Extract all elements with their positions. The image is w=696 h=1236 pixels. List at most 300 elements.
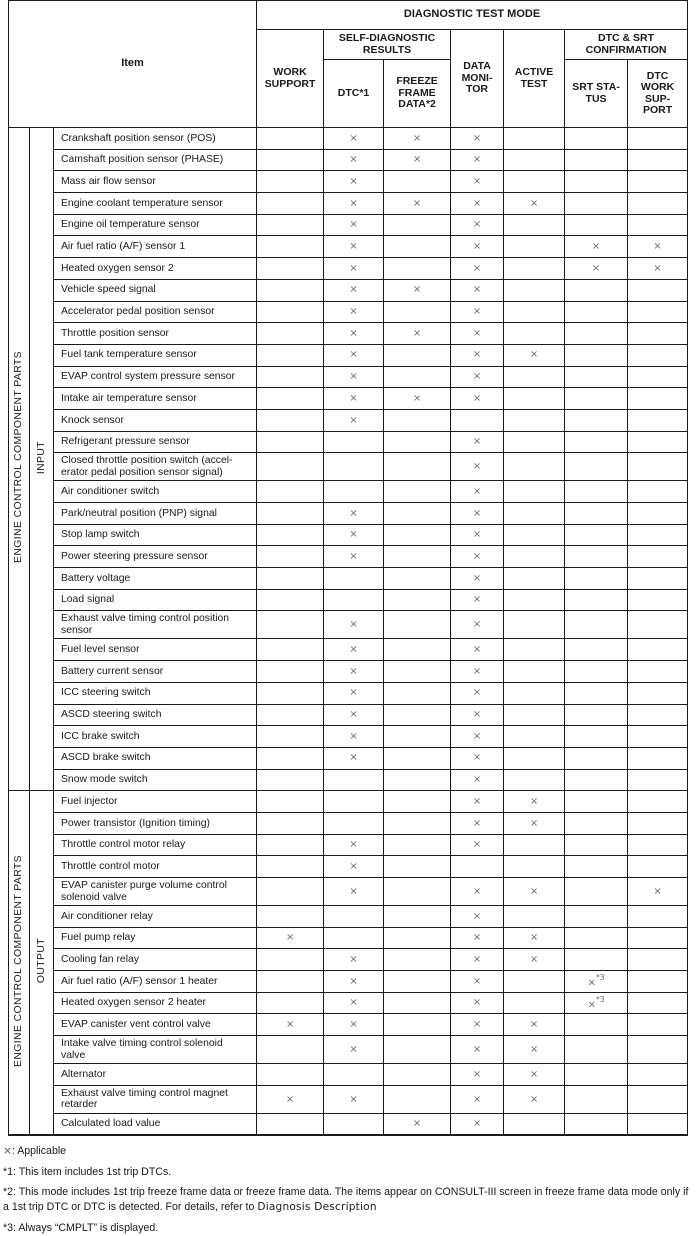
item-cell: Engine oil temperature sensor — [54, 214, 257, 236]
applicable-mark-cell: × — [384, 149, 451, 171]
table-row — [9, 906, 688, 928]
mark-cell-empty — [628, 992, 688, 1014]
mark-cell-empty — [628, 589, 688, 611]
mark-cell-empty — [565, 791, 628, 813]
mark-cell-empty — [384, 366, 451, 388]
mark-cell-empty — [257, 878, 324, 906]
col-header-self-diagnostic-results: SELF-DIAGNOSTIC RESULTS — [324, 30, 451, 60]
footnote-applicable — [3, 1144, 693, 1159]
mark-cell-empty — [628, 726, 688, 748]
mark-cell-empty — [384, 927, 451, 949]
applicable-mark-cell: × — [504, 791, 565, 813]
mark-cell-empty — [257, 747, 324, 769]
mark-cell-empty — [384, 682, 451, 704]
mark-cell-empty — [384, 344, 451, 366]
table-row — [9, 431, 688, 453]
mark-cell-empty — [384, 214, 451, 236]
item-cell: Battery current sensor — [54, 661, 257, 683]
applicable-mark-cell: × — [324, 388, 384, 410]
table-row — [9, 149, 688, 171]
mark-cell-empty — [384, 639, 451, 661]
item-cell: Calculated load value — [54, 1113, 257, 1135]
mark-cell-empty — [257, 661, 324, 683]
table-row — [9, 639, 688, 661]
item-cell: Stop lamp switch — [54, 524, 257, 546]
applicable-mark-cell: × — [451, 1064, 504, 1086]
io-label-cell-input: INPUT — [30, 128, 54, 791]
mark-cell-empty — [565, 301, 628, 323]
mark-cell-empty — [504, 906, 565, 928]
mark-cell-empty — [257, 704, 324, 726]
applicable-mark-cell: × — [324, 747, 384, 769]
applicable-mark-cell: × — [384, 388, 451, 410]
table-row — [9, 1085, 688, 1113]
table-row — [9, 453, 688, 481]
mark-cell-empty — [628, 971, 688, 993]
mark-cell-empty — [257, 906, 324, 928]
mark-cell-empty — [257, 453, 324, 481]
mark-cell-empty — [565, 704, 628, 726]
table-row — [9, 834, 688, 856]
col-header-diagnostic-test-mode: DIAGNOSTIC TEST MODE — [257, 1, 688, 30]
mark-cell-empty — [257, 1064, 324, 1086]
applicable-mark-cell: × — [451, 927, 504, 949]
mark-cell-empty — [324, 453, 384, 481]
mark-cell-empty — [257, 214, 324, 236]
footnotes — [3, 1144, 693, 1236]
io-label-cell-output: OUTPUT — [30, 791, 54, 1135]
applicable-mark-cell: × — [565, 258, 628, 280]
mark-cell-empty — [384, 1014, 451, 1036]
col-header-dtc-work-support: DTC WORK SUP- PORT — [628, 60, 688, 128]
mark-cell-empty — [565, 856, 628, 878]
mark-cell-empty — [628, 323, 688, 345]
mark-cell-empty — [504, 431, 565, 453]
applicable-mark-cell: × — [324, 171, 384, 193]
applicable-mark-cell: × — [324, 726, 384, 748]
mark-cell-empty — [565, 1014, 628, 1036]
applicable-mark-cell: × — [324, 279, 384, 301]
applicable-mark-cell: × — [324, 503, 384, 525]
applicable-mark-cell: × — [324, 236, 384, 258]
mark-cell-empty — [565, 769, 628, 791]
table-row — [9, 1064, 688, 1086]
col-header-srt-status: SRT STA- TUS — [565, 60, 628, 128]
applicable-mark-cell: × — [504, 927, 565, 949]
item-cell: Alternator — [54, 1064, 257, 1086]
mark-cell-empty — [565, 193, 628, 215]
applicable-mark-cell: × — [565, 236, 628, 258]
applicable-mark-cell: × — [451, 344, 504, 366]
item-cell: Intake air temperature sensor — [54, 388, 257, 410]
footnote-2-text: *2: This mode includes 1st trip freeze frame data or freeze frame data. The items appear on CONSULT-III screen in freeze frame data mode only if a 1st trip DTC or DTC is detected. For details, refer to — [3, 1186, 689, 1213]
table-row — [9, 1113, 688, 1135]
mark-cell-empty — [628, 812, 688, 834]
mark-cell-empty — [628, 1036, 688, 1064]
mark-cell-empty — [504, 661, 565, 683]
mark-cell-empty — [257, 769, 324, 791]
item-cell: Air fuel ratio (A/F) sensor 1 heater — [54, 971, 257, 993]
item-cell: Snow mode switch — [54, 769, 257, 791]
applicable-mark-cell: × — [257, 1085, 324, 1113]
mark-cell-empty — [565, 812, 628, 834]
applicable-mark-cell: × — [628, 236, 688, 258]
mark-cell-empty — [504, 171, 565, 193]
mark-cell-empty — [628, 704, 688, 726]
mark-cell-empty — [504, 682, 565, 704]
applicable-mark-cell: × — [451, 992, 504, 1014]
item-cell: Battery voltage — [54, 568, 257, 590]
applicable-mark-cell: × — [324, 193, 384, 215]
table-row — [9, 971, 688, 993]
applicable-mark-cell: × — [451, 589, 504, 611]
applicable-mark-cell: × — [451, 747, 504, 769]
applicable-mark-cell: × — [324, 856, 384, 878]
table-row — [9, 927, 688, 949]
mark-cell-empty — [257, 834, 324, 856]
mark-cell-empty — [504, 971, 565, 993]
mark-cell-empty — [384, 611, 451, 639]
table-row — [9, 344, 688, 366]
mark-cell-empty — [565, 149, 628, 171]
table-row — [9, 661, 688, 683]
group-label-cell: ENGINE CONTROL COMPONENT PARTS — [9, 128, 30, 791]
table-row — [9, 214, 688, 236]
table-row — [9, 546, 688, 568]
mark-cell-empty — [504, 524, 565, 546]
item-cell: ICC steering switch — [54, 682, 257, 704]
applicable-text: : Applicable — [11, 1145, 67, 1157]
applicable-mark-cell: × — [451, 1085, 504, 1113]
mark-cell-empty — [565, 568, 628, 590]
mark-cell-empty — [504, 1113, 565, 1135]
mark-cell-empty — [628, 769, 688, 791]
mark-cell-empty — [504, 726, 565, 748]
mark-cell-empty — [565, 682, 628, 704]
mark-cell-empty — [384, 236, 451, 258]
mark-cell-empty — [628, 568, 688, 590]
mark-cell-empty — [565, 323, 628, 345]
table-row — [9, 1014, 688, 1036]
mark-cell-empty — [257, 431, 324, 453]
mark-cell-empty — [384, 726, 451, 748]
applicable-mark-cell: × — [504, 878, 565, 906]
table-row — [9, 589, 688, 611]
applicable-mark-cell: × — [451, 279, 504, 301]
mark-cell-empty — [565, 1113, 628, 1135]
mark-cell-empty — [384, 834, 451, 856]
mark-cell-empty — [504, 366, 565, 388]
mark-cell-empty — [565, 1085, 628, 1113]
applicable-mark-cell: × — [384, 1113, 451, 1135]
applicable-mark-cell: × — [451, 171, 504, 193]
item-cell: Closed throttle position switch (accel- erator pedal position sensor signal) — [54, 453, 257, 481]
mark-cell-empty — [384, 1036, 451, 1064]
applicable-mark-cell: × — [451, 834, 504, 856]
applicable-mark-cell: × — [504, 1014, 565, 1036]
mark-cell-empty — [324, 812, 384, 834]
applicable-mark-cell: × — [451, 878, 504, 906]
table-row — [9, 388, 688, 410]
mark-cell-empty — [628, 791, 688, 813]
mark-cell-empty — [565, 214, 628, 236]
table-row — [9, 812, 688, 834]
applicable-mark-cell: × — [628, 258, 688, 280]
mark-cell-empty — [384, 812, 451, 834]
table-row — [9, 409, 688, 431]
applicable-mark-cell: × — [451, 149, 504, 171]
item-cell: Air conditioner relay — [54, 906, 257, 928]
mark-cell-empty — [324, 568, 384, 590]
mark-cell-empty — [384, 1085, 451, 1113]
mark-cell-empty — [257, 301, 324, 323]
applicable-mark-cell: × — [451, 812, 504, 834]
mark-cell-empty — [565, 431, 628, 453]
mark-cell-empty — [257, 546, 324, 568]
mark-cell-empty — [257, 128, 324, 150]
mark-cell-empty — [257, 726, 324, 748]
applicable-mark-cell: × — [324, 301, 384, 323]
item-cell: Heated oxygen sensor 2 heater — [54, 992, 257, 1014]
mark-cell-empty — [384, 661, 451, 683]
mark-cell-empty — [504, 747, 565, 769]
applicable-mark-cell: × — [451, 481, 504, 503]
mark-cell-empty — [451, 409, 504, 431]
applicable-mark-cell: × — [451, 1014, 504, 1036]
mark-cell-empty — [504, 236, 565, 258]
mark-cell-empty — [257, 682, 324, 704]
applicable-mark-cell: × — [384, 279, 451, 301]
mark-cell-empty — [257, 258, 324, 280]
item-cell: Knock sensor — [54, 409, 257, 431]
diagnostic-test-mode-table — [8, 0, 688, 1136]
applicable-mark-cell: × — [628, 878, 688, 906]
mark-cell-empty — [565, 589, 628, 611]
item-cell: EVAP canister vent control valve — [54, 1014, 257, 1036]
applicable-mark: × — [3, 1145, 12, 1157]
mark-cell-empty — [384, 301, 451, 323]
mark-cell-empty — [565, 639, 628, 661]
table-row — [9, 791, 688, 813]
mark-cell-empty — [257, 193, 324, 215]
applicable-mark-cell: × — [257, 927, 324, 949]
applicable-mark-cell: × — [451, 431, 504, 453]
table-row — [9, 524, 688, 546]
mark-cell-empty — [565, 344, 628, 366]
mark-cell-empty — [628, 431, 688, 453]
applicable-mark-cell: × — [451, 258, 504, 280]
diagnosis-description-link[interactable]: Diagnosis Description — [257, 1201, 377, 1213]
mark-cell-empty — [628, 856, 688, 878]
mark-cell-empty — [504, 149, 565, 171]
mark-cell-empty — [384, 524, 451, 546]
applicable-mark-cell: × — [504, 812, 565, 834]
item-cell: EVAP canister purge volume control solenoid valve — [54, 878, 257, 906]
col-header-data-monitor: DATA MONI- TOR — [451, 30, 504, 128]
item-cell: Exhaust valve timing control position sensor — [54, 611, 257, 639]
applicable-mark-cell: × — [451, 726, 504, 748]
mark-cell-empty — [565, 726, 628, 748]
mark-cell-empty — [628, 639, 688, 661]
mark-cell-empty — [565, 834, 628, 856]
applicable-mark-cell: × — [324, 878, 384, 906]
mark-cell-empty — [628, 682, 688, 704]
applicable-mark-cell: × — [451, 568, 504, 590]
mark-cell-empty — [504, 388, 565, 410]
mark-cell-empty — [628, 906, 688, 928]
table-row — [9, 878, 688, 906]
applicable-mark-cell: × — [324, 409, 384, 431]
mark-cell-empty — [628, 1113, 688, 1135]
item-cell: Power transistor (Ignition timing) — [54, 812, 257, 834]
mark-cell-empty — [257, 323, 324, 345]
footnote-3: *3: Always “CMPLT” is displayed. — [3, 1221, 159, 1234]
mark-cell-empty — [257, 812, 324, 834]
mark-cell-empty — [628, 128, 688, 150]
mark-cell-empty — [384, 747, 451, 769]
table-row — [9, 856, 688, 878]
applicable-mark-cell: × — [324, 1014, 384, 1036]
mark-cell-empty — [257, 992, 324, 1014]
mark-cell-empty — [565, 524, 628, 546]
applicable-mark-cell: × — [384, 193, 451, 215]
applicable-mark-cell: ×$^{*3}$ — [565, 992, 628, 1014]
applicable-mark-cell: × — [324, 949, 384, 971]
table-row — [9, 366, 688, 388]
mark-cell-empty — [504, 128, 565, 150]
item-cell: Air fuel ratio (A/F) sensor 1 — [54, 236, 257, 258]
table-row — [9, 481, 688, 503]
mark-cell-empty — [257, 171, 324, 193]
mark-cell-empty — [384, 481, 451, 503]
applicable-mark-cell: × — [451, 128, 504, 150]
table-row — [9, 682, 688, 704]
item-cell: Throttle control motor relay — [54, 834, 257, 856]
mark-cell-empty — [257, 639, 324, 661]
mark-cell-empty — [504, 546, 565, 568]
table-row — [9, 769, 688, 791]
applicable-mark-cell: × — [324, 639, 384, 661]
mark-cell-empty — [504, 704, 565, 726]
applicable-mark-cell: × — [384, 323, 451, 345]
mark-cell-empty — [628, 301, 688, 323]
applicable-mark-cell: × — [451, 388, 504, 410]
item-cell: Fuel tank temperature sensor — [54, 344, 257, 366]
mark-cell-empty — [257, 279, 324, 301]
mark-cell-empty — [565, 388, 628, 410]
mark-cell-empty — [565, 128, 628, 150]
applicable-mark-cell: × — [451, 611, 504, 639]
mark-cell-empty — [565, 949, 628, 971]
applicable-mark-cell: × — [451, 214, 504, 236]
table-row — [9, 193, 688, 215]
table-row — [9, 747, 688, 769]
mark-cell-empty — [628, 1085, 688, 1113]
mark-cell-empty — [384, 1064, 451, 1086]
item-cell: Vehicle speed signal — [54, 279, 257, 301]
mark-cell-empty — [504, 589, 565, 611]
mark-cell-empty — [257, 949, 324, 971]
applicable-mark-cell: × — [451, 524, 504, 546]
applicable-mark-cell: × — [324, 992, 384, 1014]
applicable-mark-cell: × — [451, 682, 504, 704]
mark-cell-empty — [257, 856, 324, 878]
item-cell: Fuel injector — [54, 791, 257, 813]
applicable-mark-cell: × — [451, 769, 504, 791]
applicable-mark-cell: × — [324, 323, 384, 345]
mark-cell-empty — [504, 856, 565, 878]
mark-cell-empty — [324, 589, 384, 611]
table-row — [9, 1036, 688, 1064]
mark-cell-empty — [257, 791, 324, 813]
table-row — [9, 949, 688, 971]
applicable-mark-cell: × — [504, 1064, 565, 1086]
mark-cell-empty — [628, 747, 688, 769]
item-cell: Park/neutral position (PNP) signal — [54, 503, 257, 525]
mark-cell-empty — [565, 503, 628, 525]
mark-cell-empty — [324, 906, 384, 928]
applicable-mark-cell: × — [504, 1085, 565, 1113]
mark-cell-empty — [384, 971, 451, 993]
mark-cell-empty — [565, 747, 628, 769]
mark-cell-empty — [628, 409, 688, 431]
mark-cell-empty — [384, 878, 451, 906]
mark-cell-empty — [384, 906, 451, 928]
mark-cell-empty — [257, 589, 324, 611]
mark-cell-empty — [384, 568, 451, 590]
mark-cell-empty — [628, 171, 688, 193]
applicable-mark-cell: × — [324, 214, 384, 236]
applicable-mark-cell: × — [324, 524, 384, 546]
applicable-mark-cell: × — [324, 366, 384, 388]
mark-cell-empty — [384, 431, 451, 453]
mark-cell-empty — [628, 279, 688, 301]
mark-cell-empty — [384, 409, 451, 431]
mark-cell-empty — [628, 149, 688, 171]
mark-cell-empty — [504, 992, 565, 1014]
item-cell: Power steering pressure sensor — [54, 546, 257, 568]
mark-cell-empty — [628, 344, 688, 366]
mark-cell-empty — [451, 856, 504, 878]
applicable-mark-cell: × — [504, 949, 565, 971]
mark-cell-empty — [384, 949, 451, 971]
item-cell: Fuel pump relay — [54, 927, 257, 949]
mark-cell-empty — [257, 149, 324, 171]
item-cell: ICC brake switch — [54, 726, 257, 748]
mark-cell-empty — [565, 1064, 628, 1086]
mark-cell-empty — [504, 503, 565, 525]
mark-cell-empty — [628, 193, 688, 215]
table-body — [9, 128, 688, 1136]
mark-cell-empty — [504, 453, 565, 481]
col-header-work-support: WORK SUPPORT — [257, 30, 324, 128]
mark-cell-empty — [628, 503, 688, 525]
applicable-mark-cell: × — [451, 453, 504, 481]
mark-cell-empty — [565, 409, 628, 431]
mark-cell-empty — [257, 481, 324, 503]
mark-cell-empty — [384, 258, 451, 280]
applicable-mark-cell: × — [451, 1036, 504, 1064]
mark-cell-empty — [324, 927, 384, 949]
table-row — [9, 503, 688, 525]
applicable-mark-cell: × — [324, 149, 384, 171]
applicable-mark-cell: × — [504, 193, 565, 215]
item-cell: Crankshaft position sensor (POS) — [54, 128, 257, 150]
mark-cell-empty — [565, 906, 628, 928]
applicable-mark-cell: × — [257, 1014, 324, 1036]
col-header-active-test: ACTIVE TEST — [504, 30, 565, 128]
mark-cell-empty — [504, 481, 565, 503]
